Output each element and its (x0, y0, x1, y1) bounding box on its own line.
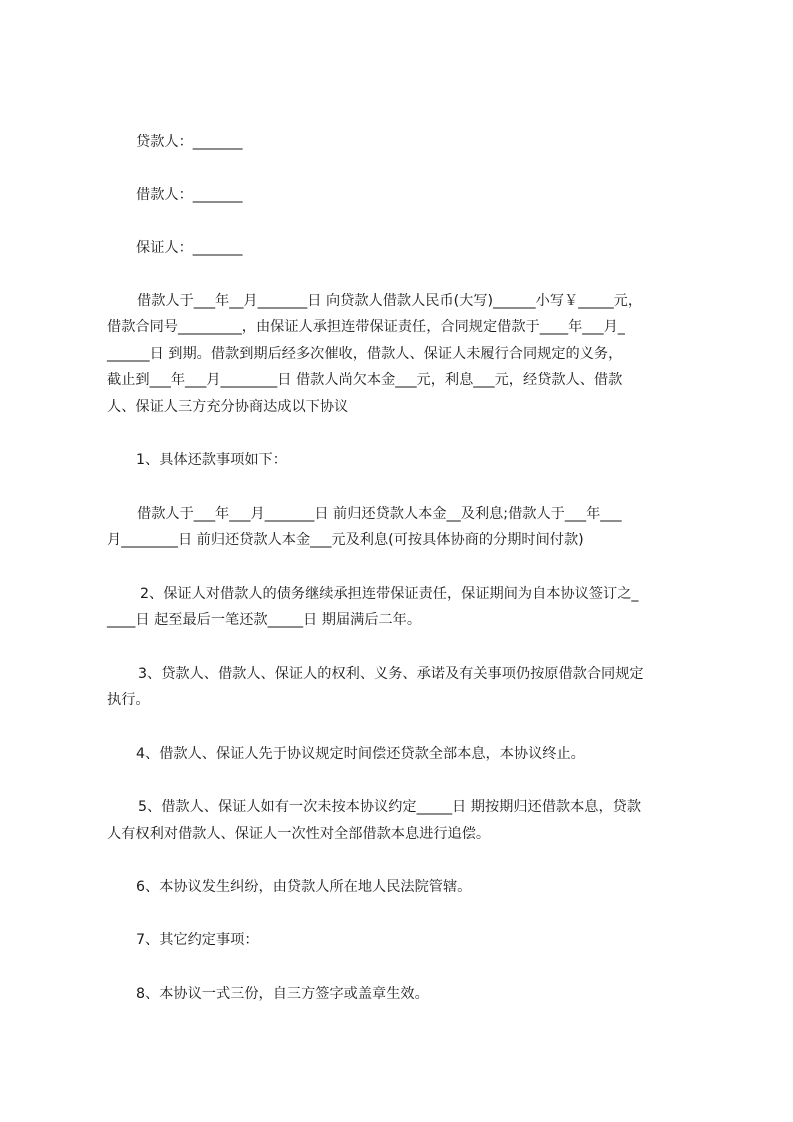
clause-6: 6、本协议发生纠纷，由贷款人所在地人民法院管辖。 (136, 879, 472, 895)
clause-7: 7、其它约定事项： (136, 932, 259, 948)
clause-2-line: 2、保证人对借款人的债务继续承担连带保证责任，保证期间为自本协议签订之_ (140, 586, 639, 602)
clause-4: 4、借款人、保证人先于协议规定时间偿还贷款全部本息，本协议终止。 (136, 746, 585, 762)
preamble-line: 借款合同号_________，由保证人承担连带保证责任，合同规定借款于____年___月_ (107, 319, 625, 335)
preamble-line: 截止到___年___月________日 借款人尚欠本金___元，利息___元，经贷款人、借款 (107, 372, 623, 388)
clause-5-line: 5、借款人、保证人如有一次未按本协议约定_____日 期按期归还借款本息，贷款 (138, 799, 642, 815)
clause-1-heading: 1、具体还款事项如下： (136, 452, 287, 468)
clause-5-line: 人有权利对借款人、保证人一次性对全部借款本息进行追偿。 (107, 826, 491, 842)
borrower-field: 借款人：_______ (136, 187, 243, 203)
preamble-line: 借款人于___年__月_______日 向贷款人借款人民币(大写)______小写￥_____元， (137, 293, 643, 309)
clause-3-line: 3、贷款人、借款人、保证人的权利、义务、承诺及有关事项仍按原借款合同规定 (138, 666, 644, 682)
clause-1-line: 月________日 前归还贷款人本金___元及利息(可按具体协商的分期时间付款) (107, 532, 584, 548)
preamble-line: ______日 到期。借款到期后经多次催收，借款人、保证人未履行合同规定的义务， (107, 346, 623, 362)
guarantor-field: 保证人：_______ (136, 240, 243, 256)
clause-8: 8、本协议一式三份，自三方签字或盖章生效。 (136, 986, 429, 1002)
lender-field: 贷款人：_______ (136, 134, 243, 150)
preamble-line: 人、保证人三方充分协商达成以下协议 (107, 399, 349, 415)
clause-1-line: 借款人于___年___月_______日 前归还贷款人本金__及利息;借款人于___年___ (137, 506, 622, 522)
clause-3-line: 执行。 (107, 692, 150, 708)
clause-2-line: ____日 起至最后一笔还款_____日 期届满后二年。 (107, 612, 422, 628)
